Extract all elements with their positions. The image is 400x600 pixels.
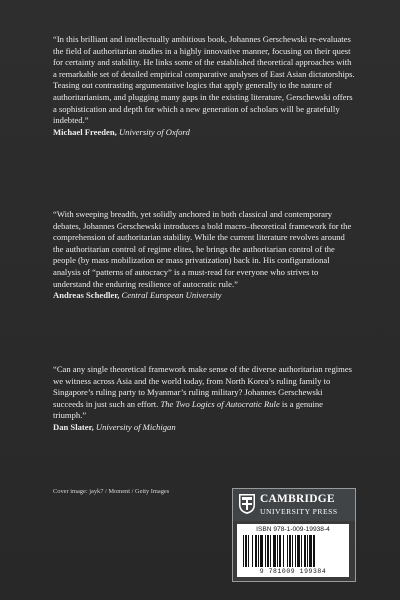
publisher-block [232, 488, 356, 582]
blurb-quote-tail: is a genuine triumph.” [53, 398, 323, 421]
blurb-institution: Central European University [121, 290, 222, 301]
cambridge-shield-icon [238, 493, 256, 515]
publisher-name: CAMBRIDGE [260, 493, 335, 505]
blurb-schedler [53, 209, 355, 302]
publisher-header [233, 489, 355, 521]
blurb-author: Dan Slater [53, 421, 92, 432]
blurb-slater [53, 364, 355, 434]
blurb-author: Andreas Schedler [53, 290, 118, 301]
blurb-institution: University of Michigan [95, 421, 176, 432]
blurb-attribution: Dan Slater, University of Michigan [53, 421, 176, 432]
blurb-quote-lead: “Can any single theoretical framework make sense of the diverse authoritarian regimes we witness across Asia and the world today, from North Korea’s ruling family to Singapore’s ruling party to Myanmar’s ruling military? Johannes Gerschewski succeeds in just such an effort. [53, 364, 352, 409]
barcode-digits: 9 781009 199384 [259, 568, 327, 575]
blurb-institution: University of Oxford [118, 126, 190, 137]
blurb-quote [53, 364, 355, 422]
blurb-freeden [53, 34, 355, 138]
blurb-quote: “With sweeping breadth, yet solidly anchored in both classical and contemporary debates, Johannes Gerschewski introduces a bold macro–theoretical framework for the comprehension of authoritarian stability. While the current literature revolves around the authoritarian control of regime elites, he brings the authoritarian control of the people (by mass mobilization or mass privatization) back in. His configurational analysis of “patterns of autocracy” is a must-read for everyone who strives to understand the enduring resilience of autocratic rule.” [53, 209, 352, 289]
barcode-panel [237, 524, 349, 577]
blurb-author: Michael Freeden [53, 126, 115, 137]
blurb-quote: “In this brilliant and intellectually ambitious book, Johannes Gerschewski re-evaluates the field of authoritarian studies in a highly innovative manner, focusing on their quest for certainty and stability. He links some of the established theoretical approaches with a remarkable set of detailed empirical comparative analyses of East Asian dictatorships. Teasing out contrasting argumentative logics that apply generally to the nature of authoritarianism, and plugging many gaps in the existing literature, Gerschewski offers a sophistication and depth for which a new generation of scholars will be gratefully indebted.” [53, 34, 355, 126]
blurb-book-title: The Two Logics of Autocratic Rule [160, 398, 280, 409]
cover-image-credit: Cover image: jayk7 / Moment / Getty Images [53, 488, 170, 495]
barcode-icon [243, 535, 343, 567]
isbn-text: ISBN 978-1-009-19938-4 [256, 526, 330, 533]
blurb-attribution: Andreas Schedler, Central European University [53, 290, 222, 301]
publisher-subname: UNIVERSITY PRESS [260, 507, 338, 516]
blurb-attribution: Michael Freeden, University of Oxford [53, 126, 190, 137]
